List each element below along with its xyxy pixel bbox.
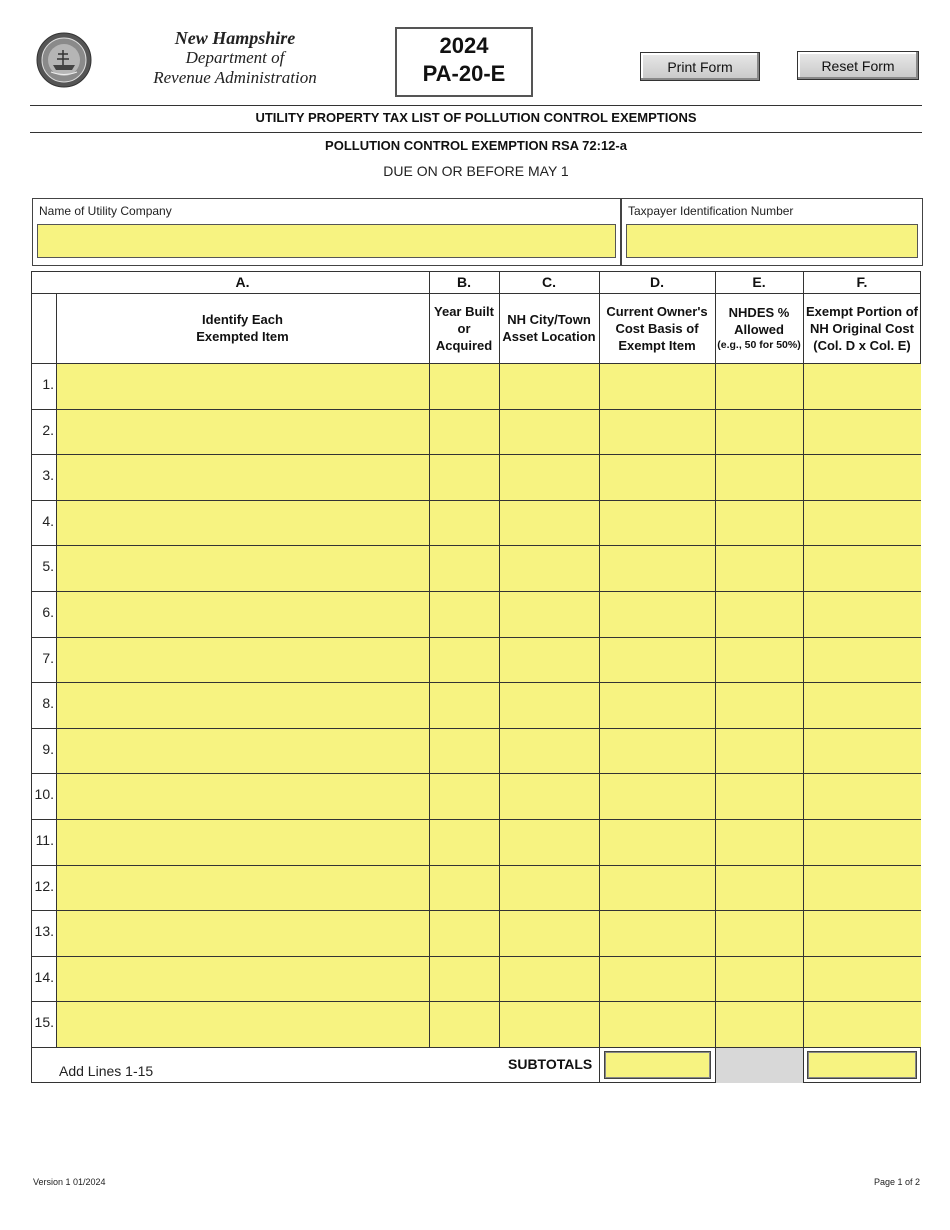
row-number: 13. bbox=[34, 923, 54, 940]
grid-line bbox=[31, 910, 921, 911]
row-4-col-f-input[interactable] bbox=[804, 501, 921, 546]
row-number: 3. bbox=[42, 467, 54, 484]
row-9-col-c-input[interactable] bbox=[500, 729, 599, 774]
column-letter: F. bbox=[856, 274, 868, 290]
row-number: 9. bbox=[42, 740, 54, 757]
row-7-col-a-input[interactable] bbox=[57, 638, 429, 683]
row-6-col-e-input[interactable] bbox=[716, 592, 803, 637]
row-15-col-c-input[interactable] bbox=[500, 1002, 599, 1047]
row-5-col-e-input[interactable] bbox=[716, 546, 803, 591]
row-12-col-a-input[interactable] bbox=[57, 866, 429, 911]
row-3-col-e-input[interactable] bbox=[716, 455, 803, 500]
row-7-col-b-input[interactable] bbox=[430, 638, 499, 683]
grid-line bbox=[31, 500, 921, 501]
administration-name: Revenue Administration bbox=[153, 68, 317, 87]
subtotal-f-input[interactable] bbox=[807, 1051, 917, 1079]
row-number: 1. bbox=[42, 376, 54, 392]
grid-line bbox=[31, 819, 921, 820]
form-subtitle: POLLUTION CONTROL EXEMPTION RSA 72:12-a bbox=[325, 138, 627, 153]
grid-line bbox=[31, 865, 921, 866]
row-2-col-e-input[interactable] bbox=[716, 410, 803, 455]
row-2-col-b-input[interactable] bbox=[430, 410, 499, 455]
row-15-col-b-input[interactable] bbox=[430, 1002, 499, 1047]
column-letter: C. bbox=[542, 274, 556, 290]
due-date: DUE ON OR BEFORE MAY 1 bbox=[383, 163, 569, 179]
grid-line bbox=[31, 1001, 921, 1002]
grid-line bbox=[31, 454, 921, 455]
agency-block bbox=[135, 28, 335, 88]
grid-line bbox=[715, 271, 716, 1083]
row-13-col-e-input[interactable] bbox=[716, 911, 803, 956]
row-1-col-e-input[interactable] bbox=[716, 364, 803, 409]
row-6-col-b-input[interactable] bbox=[430, 592, 499, 637]
grid-line bbox=[31, 591, 921, 592]
grid-line bbox=[499, 271, 500, 1047]
row-13-col-a-input[interactable] bbox=[57, 911, 429, 956]
row-13-col-c-input[interactable] bbox=[500, 911, 599, 956]
company-name-input[interactable] bbox=[37, 224, 616, 258]
grid-line bbox=[803, 1047, 804, 1083]
row-15-col-a-input[interactable] bbox=[57, 1002, 429, 1047]
tin-input[interactable] bbox=[626, 224, 918, 258]
row-10-col-f-input[interactable] bbox=[804, 774, 921, 819]
row-13-col-f-input[interactable] bbox=[804, 911, 921, 956]
row-5-col-b-input[interactable] bbox=[430, 546, 499, 591]
form-id-box bbox=[395, 27, 533, 97]
company-name-section bbox=[32, 198, 621, 266]
row-10-col-e-input[interactable] bbox=[716, 774, 803, 819]
divider bbox=[30, 132, 922, 133]
row-1-col-b-input[interactable] bbox=[430, 364, 499, 409]
row-number: 12. bbox=[34, 877, 54, 894]
tin-label: Taxpayer Identification Number bbox=[628, 204, 794, 218]
grid-line bbox=[599, 1047, 600, 1083]
grid-line bbox=[599, 271, 600, 1083]
state-seal-icon bbox=[36, 32, 92, 88]
row-4-col-b-input[interactable] bbox=[430, 501, 499, 546]
row-13-col-b-input[interactable] bbox=[430, 911, 499, 956]
row-9-col-b-input[interactable] bbox=[430, 729, 499, 774]
row-8-col-b-input[interactable] bbox=[430, 683, 499, 728]
state-name: New Hampshire bbox=[174, 28, 296, 48]
row-number: 5. bbox=[42, 558, 54, 575]
grid-line bbox=[31, 545, 921, 546]
subtotal-e-disabled bbox=[716, 1048, 803, 1083]
page-number: Page 1 of 2 bbox=[873, 1177, 920, 1187]
row-6-col-a-input[interactable] bbox=[57, 592, 429, 637]
row-5-col-a-input[interactable] bbox=[57, 546, 429, 591]
row-3-col-c-input[interactable] bbox=[500, 455, 599, 500]
column-heading: Current Owner's Cost Basis of Exempt Item bbox=[606, 303, 708, 353]
divider bbox=[30, 105, 922, 106]
row-11-col-b-input[interactable] bbox=[430, 820, 499, 865]
row-11-col-f-input[interactable] bbox=[804, 820, 921, 865]
column-letter: D. bbox=[650, 274, 664, 290]
row-4-col-c-input[interactable] bbox=[500, 501, 599, 546]
row-14-col-a-input[interactable] bbox=[57, 957, 429, 1002]
row-14-col-d-input[interactable] bbox=[600, 957, 715, 1002]
row-8-col-f-input[interactable] bbox=[804, 683, 921, 728]
row-6-col-c-input[interactable] bbox=[500, 592, 599, 637]
grid-line bbox=[31, 363, 921, 364]
column-heading: NH City/Town Asset Location bbox=[502, 312, 596, 344]
column-letter: E. bbox=[752, 274, 766, 290]
grid-line bbox=[429, 271, 430, 1047]
grid-line bbox=[31, 956, 921, 957]
row-7-col-d-input[interactable] bbox=[600, 638, 715, 683]
row-13-col-d-input[interactable] bbox=[600, 911, 715, 956]
reset-form-button[interactable]: Reset Form bbox=[797, 51, 919, 80]
row-3-col-b-input[interactable] bbox=[430, 455, 499, 500]
row-number: 4. bbox=[42, 512, 54, 529]
row-14-col-c-input[interactable] bbox=[500, 957, 599, 1002]
row-12-col-c-input[interactable] bbox=[500, 866, 599, 911]
row-15-col-e-input[interactable] bbox=[716, 1002, 803, 1047]
version-label: Version 1 01/2024 bbox=[33, 1177, 106, 1187]
column-letter: B. bbox=[457, 274, 471, 290]
row-4-col-e-input[interactable] bbox=[716, 501, 803, 546]
row-15-col-f-input[interactable] bbox=[804, 1002, 921, 1047]
row-3-col-d-input[interactable] bbox=[600, 455, 715, 500]
row-9-col-e-input[interactable] bbox=[716, 729, 803, 774]
row-1-col-f-input[interactable] bbox=[804, 364, 921, 409]
row-11-col-d-input[interactable] bbox=[600, 820, 715, 865]
row-number: 6. bbox=[42, 604, 54, 620]
row-14-col-f-input[interactable] bbox=[804, 957, 921, 1002]
row-12-col-f-input[interactable] bbox=[804, 866, 921, 911]
grid-line bbox=[56, 293, 57, 1047]
row-11-col-e-input[interactable] bbox=[716, 820, 803, 865]
row-15-col-d-input[interactable] bbox=[600, 1002, 715, 1047]
row-14-col-e-input[interactable] bbox=[716, 957, 803, 1002]
row-2-col-c-input[interactable] bbox=[500, 410, 599, 455]
row-6-col-f-input[interactable] bbox=[804, 592, 921, 637]
row-10-col-a-input[interactable] bbox=[57, 774, 429, 819]
row-1-col-a-input[interactable] bbox=[57, 364, 429, 409]
row-6-col-d-input[interactable] bbox=[600, 592, 715, 637]
row-7-col-e-input[interactable] bbox=[716, 638, 803, 683]
row-5-col-d-input[interactable] bbox=[600, 546, 715, 591]
row-10-col-d-input[interactable] bbox=[600, 774, 715, 819]
grid-line bbox=[31, 682, 921, 683]
row-11-col-a-input[interactable] bbox=[57, 820, 429, 865]
grid-line bbox=[31, 728, 921, 729]
print-form-button[interactable]: Print Form bbox=[640, 52, 760, 81]
company-name-label: Name of Utility Company bbox=[39, 204, 172, 218]
subtotals-label: SUBTOTALS bbox=[508, 1056, 593, 1072]
row-5-col-c-input[interactable] bbox=[500, 546, 599, 591]
form-title: UTILITY PROPERTY TAX LIST OF POLLUTION CONTROL EXEMPTIONS bbox=[255, 110, 697, 125]
row-number: 15. bbox=[34, 1014, 54, 1031]
row-4-col-d-input[interactable] bbox=[600, 501, 715, 546]
row-12-col-b-input[interactable] bbox=[430, 866, 499, 911]
column-heading: Year Built or Acquired bbox=[434, 303, 494, 353]
row-10-col-b-input[interactable] bbox=[430, 774, 499, 819]
row-number: 10. bbox=[34, 786, 54, 803]
department-name: Department of bbox=[185, 48, 285, 67]
row-9-col-d-input[interactable] bbox=[600, 729, 715, 774]
row-5-col-f-input[interactable] bbox=[804, 546, 921, 591]
row-1-col-c-input[interactable] bbox=[500, 364, 599, 409]
add-lines-note: Add Lines 1-15 bbox=[59, 1063, 154, 1079]
grid-line bbox=[31, 637, 921, 638]
row-7-col-c-input[interactable] bbox=[500, 638, 599, 683]
grid-line bbox=[31, 773, 921, 774]
row-number: 7. bbox=[42, 649, 54, 666]
row-9-col-a-input[interactable] bbox=[57, 729, 429, 774]
form-year: 2024 bbox=[439, 33, 489, 58]
tin-section bbox=[621, 198, 923, 266]
row-number: 14. bbox=[34, 968, 54, 985]
row-8-col-c-input[interactable] bbox=[500, 683, 599, 728]
row-10-col-c-input[interactable] bbox=[500, 774, 599, 819]
row-number: 2. bbox=[42, 421, 54, 438]
column-heading: NHDES % Allowed (e.g., 50 for 50%) bbox=[717, 305, 801, 351]
row-2-col-a-input[interactable] bbox=[57, 410, 429, 455]
row-2-col-d-input[interactable] bbox=[600, 410, 715, 455]
row-12-col-d-input[interactable] bbox=[600, 866, 715, 911]
row-8-col-e-input[interactable] bbox=[716, 683, 803, 728]
form-number: PA-20-E bbox=[422, 61, 506, 86]
row-7-col-f-input[interactable] bbox=[804, 638, 921, 683]
row-8-col-a-input[interactable] bbox=[57, 683, 429, 728]
grid-line bbox=[803, 271, 804, 1083]
row-number: 8. bbox=[42, 695, 54, 712]
row-1-col-d-input[interactable] bbox=[600, 364, 715, 409]
column-letter: A. bbox=[235, 274, 250, 290]
row-11-col-c-input[interactable] bbox=[500, 820, 599, 865]
row-9-col-f-input[interactable] bbox=[804, 729, 921, 774]
column-heading: Exempt Portion of NH Original Cost (Col. D x Col. E) bbox=[806, 303, 918, 353]
grid-line bbox=[31, 409, 921, 410]
row-number: 11. bbox=[35, 832, 54, 848]
row-4-col-a-input[interactable] bbox=[57, 501, 429, 546]
row-3-col-f-input[interactable] bbox=[804, 455, 921, 500]
row-14-col-b-input[interactable] bbox=[430, 957, 499, 1002]
row-3-col-a-input[interactable] bbox=[57, 455, 429, 500]
row-12-col-e-input[interactable] bbox=[716, 866, 803, 911]
row-2-col-f-input[interactable] bbox=[804, 410, 921, 455]
row-8-col-d-input[interactable] bbox=[600, 683, 715, 728]
subtotal-d-input[interactable] bbox=[604, 1051, 711, 1079]
column-heading: Identify Each Exempted Item bbox=[196, 312, 289, 344]
